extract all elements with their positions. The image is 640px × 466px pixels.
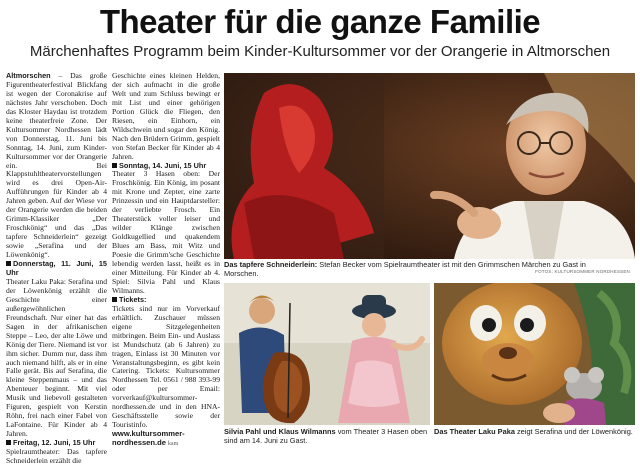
headline: Theater für die ganze Familie [99,3,541,40]
heading-tickets: Tickets: [119,294,147,304]
intro-text: – Das große Figurentheaterfestival Blickfang ist wegen der Coronakrise auf nächstes Jahr verschoben. Doch das Kloster Haydau ist trotzdem keine theaterfreie Zone. Der Kultursommer Nordhessen lädt von Donnerstag, 11. Juni bis Sonntag, 14. Juni, zum Kinder-Kultursommer vor der Orangerie ein. Bei Klappstuhltheatervorstellungen wird es drei Open-Air-Aufführungen für Kinder ab 4 Jahren geben. Auf der Wiese vor der Orangerie werden die beiden Grimm-Klassiker „Der Froschkönig“ und das „Das tapfere Schneiderlein“ gezeigt sowie „Serafina und der Löwenkönig“. [6,71,107,260]
article-column-2 [112,72,220,449]
caption-left [224,427,430,445]
intro-paragraph [6,72,107,260]
caption-right [434,427,634,436]
photo-schneiderlein [224,73,635,259]
tickets-body: Tickets sind nur im Vorverkauf erhältlich. Zuschauer müssen eigene Sitzgelegenheiten mitbringen. Beim Ein- und Auslass ist Mundschutz (ab 6 Jahren) zu tragen, Einlass ist 30 Minuten vor Veranstaltungsbeginn, es gibt kein Catering. Tickets: Kultursommer Nordhessen Tel. 0561 / 988 393-99 oder per Email: vorverkauf@kultursommer-nordhessen.de und in den HNA-Geschäftsstelle sowie der Touristinfo. [112,303,220,430]
bullet-square-icon [6,440,11,445]
sunday-text: Theater 3 Hasen oben: Der Froschkönig. Ein König, im posant mit Krone und Zepter, eine zarte Prinzessin und ein Hauptdarsteller: der verliebte Frosch. Ein Theaterstück voller leiser und wilder Klänge zwischen Goldkugellied und quakendem Blues am Bass, mit Witz und Poesie die Grimm'sche Geschichte lebendig werden lasst, heißt es in einer Mitteilung. Für Kinder ab 4. Spiel: Silvia Pahl und Klaus Wilmanns. [112,169,220,295]
heading-sunday: Sonntag, 14. Juni, 15 Uhr [119,160,207,170]
section-heading [6,260,107,278]
bullet-square-icon [112,163,117,168]
photo-laku-paka-illustration [434,283,635,425]
dateline: Altmorschen [6,71,51,80]
friday-text: Spielraumtheater: Das tapfere Schneiderlein erzählt die [6,447,107,465]
bullet-square-icon [112,297,117,302]
tickets-text [112,305,220,449]
photo-credit: FOTOS: KULTURSOMMER NORDHESSEN [535,269,630,274]
caption-left-text: vom Theater 3 Hasen oben sind am 14. Juni zu Gast. [224,427,428,445]
author-initials: kam [167,441,179,448]
caption-main-text: Stefan Becker vom Spielraumtheater ist mit den Grimmschen Märchen zu Gast in Morschen. [224,260,586,278]
subheadline: Märchenhaftes Programm beim Kinder-Kultursommer vor der Orangerie in Altmorschen [29,43,611,60]
caption-right-bold: Das Theater Laku Paka [434,427,515,436]
photo-schneiderlein-illustration [224,73,635,259]
thursday-text: Theater Laku Paka: Serafina und der Löwenkönig erzählt die Geschichte einer außergewöhnlichen Freundschaft. Nur einer hat das Sagen in der afrikanischen Steppe – Leo, der alte Löwe und König der Tiere. Niemand ist vor ihm sicher. Dumm nur, dass ihm auch niemand hilft, als er in eine Falle gerät. Bis auf Serafina, die kleine Steppenmaus – und das Abenteuer beginnt. Mit viel Musik und liebevoll gestalteten Figuren, gespielt von Kerstin Röhn, frei nach einer Fabel von LaFontaine. Für Kinder ab 4 Jahren. [6,276,107,439]
photo-theater-3-hasen-illustration [224,283,430,425]
caption-main-bold: Das tapfere Schneiderlein: [224,260,318,269]
continuation-text: Geschichte eines kleinen Helden, der sich aufmacht in die große Welt und zum Schluss bewingt er mit List und einer gehörigen Portion Glück die Fliegen, den Riesen, ein Einhorn, ein Wildschwein und sogar den König. Nach den Brüdern Grimm, gespielt von Stefan Becker für Kinder ab 4 Jahren. [112,71,220,161]
photo-theater-3-hasen [224,283,430,425]
photo-laku-paka [434,283,635,425]
heading-thursday: Donnerstag, 11. Juni, 15 Uhr [6,259,107,277]
website-link[interactable]: www.kultursommer-nordhessen.de [112,429,185,448]
heading-friday: Freitag, 12. Juni, 15 Uhr [13,438,96,448]
caption-right-text: zeigt Serafina und der Löwenkönig. [514,427,633,436]
caption-left-bold: Silvia Pahl und Klaus Wilmanns [224,427,336,436]
article-column-1 [6,72,107,466]
bullet-square-icon [6,261,11,266]
